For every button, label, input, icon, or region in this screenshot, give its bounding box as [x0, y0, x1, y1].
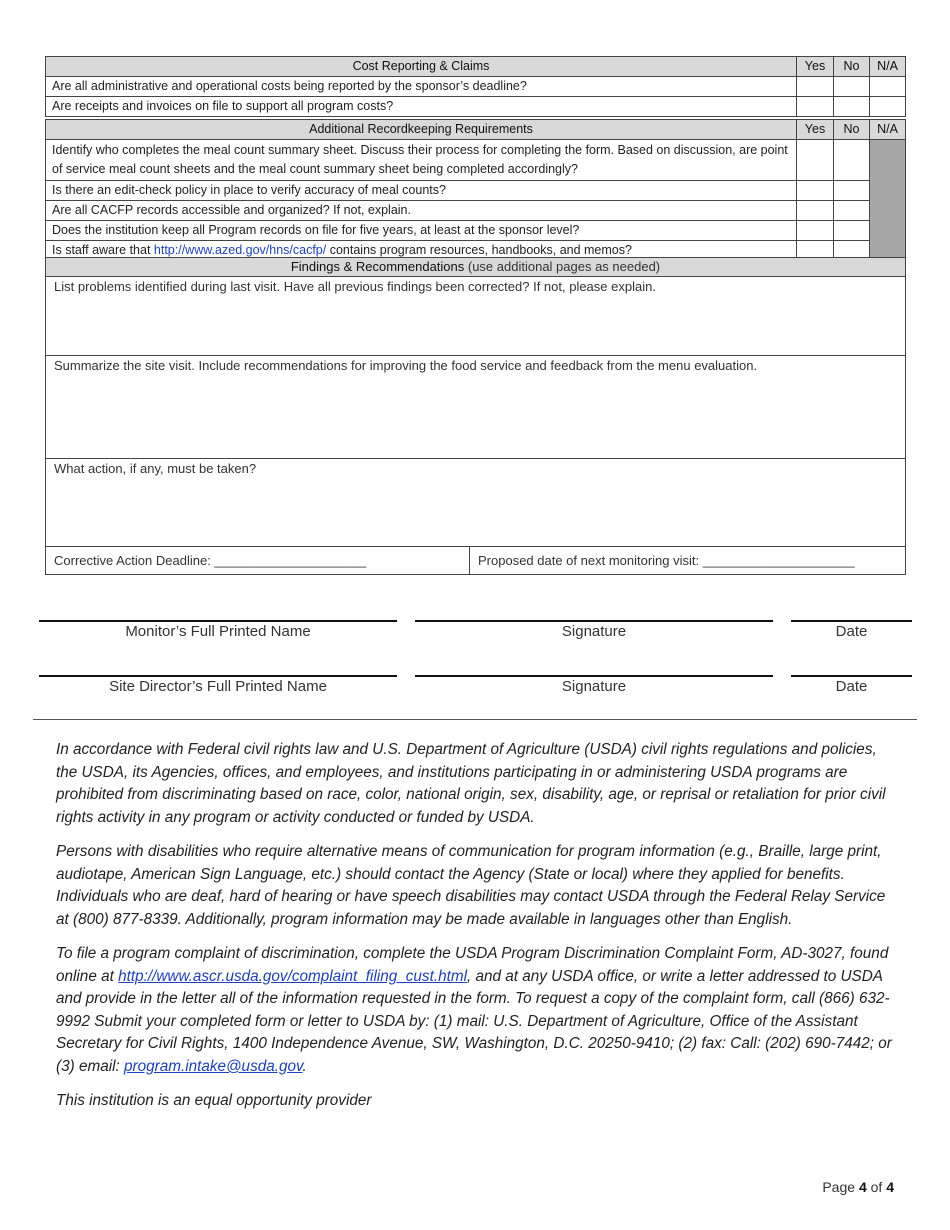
deadline-row: [46, 547, 905, 574]
cacfp-link[interactable]: http://www.azed.gov/hns/cacfp/: [153, 243, 327, 257]
table-row: [46, 181, 906, 201]
findings-section: [45, 257, 906, 575]
question-prefix: Is staff aware that: [52, 243, 154, 257]
col-yes: Yes: [797, 120, 834, 140]
cost-reporting-table: [45, 56, 906, 117]
answer-yes-cell[interactable]: [797, 201, 834, 221]
director-name-label: Site Director’s Full Printed Name: [109, 678, 327, 695]
findings-header: [46, 258, 905, 277]
recordkeeping-table: [45, 119, 906, 261]
director-name-line[interactable]: [39, 675, 397, 677]
page-word: Page: [822, 1179, 859, 1195]
question: Is there an edit-check policy in place to verify accuracy of meal counts?: [46, 181, 797, 201]
civil-rights-paragraph: In accordance with Federal civil rights law and U.S. Department of Agriculture (USDA) civil rights regulations and policies, the USDA, its Agencies, offices, and employees, and institutions participating in or administering USDA programs are prohibited from discriminating based on race, color, national origin, sex, disability, age, or reprisal or retaliation for prior civil rights activity in any program or activity conducted or funded by USDA.: [56, 741, 886, 826]
answer-yes-cell[interactable]: [797, 97, 834, 117]
table-row: [46, 201, 906, 221]
answer-na-cell[interactable]: [870, 97, 906, 117]
findings-note: (use additional pages as needed): [464, 259, 661, 274]
complaint-text: To file a program complaint of discrimination, complete the USDA Program Discrimination Complaint Form, AD-3027, found online at: [56, 945, 889, 985]
answer-no-cell[interactable]: [834, 140, 870, 181]
monitor-date-line[interactable]: [791, 620, 912, 622]
total-pages: 4: [886, 1179, 894, 1195]
question: Does the institution keep all Program records on file for five years, at least at the sponsor level?: [46, 221, 797, 241]
equal-opportunity-statement: This institution is an equal opportunity provider: [56, 1092, 372, 1109]
disabilities-paragraph: Persons with disabilities who require alternative means of communication for program information (e.g., Braille, large print, audiotape, American Sign Language, etc.) should contact the Agency (State or local) where they applied for benefits. Individuals who are deaf, hard of hearing or have speech disabilities may contact USDA through the Federal Relay Service at (800) 877-8339. Additionally, program information may be made available in languages other than English.: [56, 843, 886, 928]
previous-findings-prompt: List problems identified during last visit. Have all previous findings been corrected? If not, please explain.: [54, 279, 656, 294]
answer-no-cell[interactable]: [834, 221, 870, 241]
director-date-line[interactable]: [791, 675, 912, 677]
question: Identify who completes the meal count summary sheet. Discuss their process for completing the form. Based on discussion, are point of service meal count sheets and the meal count summary sheet being completed accordingly?: [46, 140, 797, 181]
director-signature-label: Signature: [561, 678, 627, 695]
answer-yes-cell[interactable]: [797, 221, 834, 241]
answer-na-cell[interactable]: [870, 77, 906, 97]
findings-title: Findings & Recommendations: [290, 259, 465, 274]
col-no: No: [834, 120, 870, 140]
complaint-text: , and at any USDA office, or write a letter addressed to USDA and provide in the letter all of the information requested in the form. To request a copy of the complaint form, call (866) 632-9992 Submit your completed form or letter to USDA by: (1) mail: U.S. Department of Agriculture, Office of the Assistant Secretary for Civil Rights, 1400 Independence Avenue, SW, Washington, D.C. 20250-9410; (2) fax: Call: (202) 690-7442; or (3) email:: [56, 967, 892, 1075]
email-link[interactable]: program.intake@usda.gov: [124, 1057, 303, 1075]
action-prompt: What action, if any, must be taken?: [54, 461, 257, 476]
divider: [33, 719, 917, 720]
complaint-paragraph: [56, 943, 898, 1079]
monitor-name-label: Monitor’s Full Printed Name: [125, 623, 311, 640]
col-na: N/A: [870, 57, 906, 77]
action-field[interactable]: [46, 459, 905, 547]
site-visit-summary-prompt: Summarize the site visit. Include recommendations for improving the food service and feedback from the menu evaluation.: [54, 358, 758, 373]
recordkeeping-header: Additional Recordkeeping Requirements: [46, 120, 797, 140]
previous-findings-field[interactable]: [46, 277, 905, 356]
table-row: [46, 77, 906, 97]
answer-no-cell[interactable]: [834, 97, 870, 117]
answer-yes-cell[interactable]: [797, 181, 834, 201]
na-shaded-cell: [870, 140, 906, 261]
monitor-signature-line[interactable]: [415, 620, 773, 622]
complaint-form-link[interactable]: http://www.ascr.usda.gov/complaint_filing_cust.html: [118, 967, 467, 985]
answer-yes-cell[interactable]: [797, 140, 834, 181]
complaint-text: .: [302, 1057, 307, 1075]
of-word: of: [866, 1179, 887, 1195]
answer-no-cell[interactable]: [834, 201, 870, 221]
monitor-name-line[interactable]: [39, 620, 397, 622]
monitor-signature-label: Signature: [561, 623, 627, 640]
page-number: [822, 1179, 894, 1195]
answer-no-cell[interactable]: [834, 181, 870, 201]
director-date-label: Date: [835, 678, 868, 695]
table-row: [46, 140, 906, 181]
question: Are all administrative and operational costs being reported by the sponsor’s deadline?: [46, 77, 797, 97]
question: Are all CACFP records accessible and organized? If not, explain.: [46, 201, 797, 221]
col-yes: Yes: [797, 57, 834, 77]
question-suffix: contains program resources, handbooks, and memos?: [326, 243, 632, 257]
question: Are receipts and invoices on file to support all program costs?: [46, 97, 797, 117]
corrective-action-deadline-field[interactable]: Corrective Action Deadline: _____________________: [46, 547, 470, 574]
monitor-date-label: Date: [835, 623, 868, 640]
table-row: [46, 97, 906, 117]
answer-yes-cell[interactable]: [797, 77, 834, 97]
col-na: N/A: [870, 120, 906, 140]
current-page: 4: [858, 1179, 867, 1195]
col-no: No: [834, 57, 870, 77]
site-visit-summary-field[interactable]: [46, 356, 905, 459]
director-signature-line[interactable]: [415, 675, 773, 677]
table-row: [46, 221, 906, 241]
answer-no-cell[interactable]: [834, 77, 870, 97]
next-visit-date-field[interactable]: Proposed date of next monitoring visit: _____________________: [478, 553, 855, 568]
cost-reporting-header: Cost Reporting & Claims: [46, 57, 797, 77]
